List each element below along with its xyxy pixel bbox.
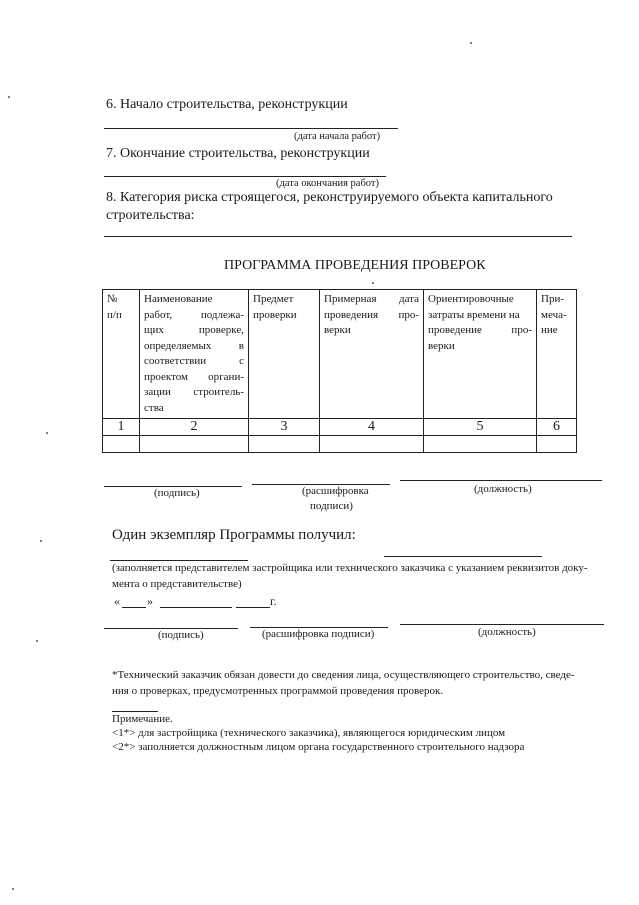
header-text: верки [428,339,455,352]
header-text: щих проверке, [144,324,244,336]
risk-category-line [104,236,572,237]
representative-note: (заполняется представителем застройщика или технического заказчика с указанием реквизитов доку- [112,562,588,574]
column-number: 6 [537,419,577,436]
received-line-left [110,560,248,561]
decoding-caption: (расшифровка [302,485,369,497]
header-text: проведения про- [324,308,419,321]
header-text: верки [324,324,351,336]
header-cell-works [140,290,249,419]
header-cell-number [103,290,140,419]
table-number-row [103,419,577,436]
date-year-line [236,607,270,608]
position-caption: (должность) [478,626,536,638]
note-1: <1*> для застройщика (технического заказчика), являющегося юридическим лицом [112,727,506,739]
received-line-right [384,556,542,557]
column-number: 3 [249,419,320,436]
header-text: № [107,293,118,305]
table-cell [103,436,140,453]
decoding-caption-cont: подписи) [310,500,353,512]
column-number: 2 [140,419,249,436]
header-text: определяемых в [144,339,244,352]
column-number: 4 [320,419,424,436]
decoding-caption: (расшифровка подписи) [262,628,375,640]
inspection-program-table [102,289,577,453]
start-date-caption: (дата начала работ) [294,131,381,142]
signature-caption: (подпись) [158,629,204,641]
date-open-quote: « [114,594,120,608]
header-text: Ориентировочные [428,293,514,305]
date-month-line [160,607,232,608]
scan-speck [46,432,48,434]
table-row [103,436,577,453]
start-date-line [104,128,398,129]
header-text: При- [541,293,564,305]
date-day-line [122,607,146,608]
note-2: <2*> заполняется должностным лицом органа государственного строительного надзора [112,741,525,753]
header-text: ства [144,401,164,414]
scan-speck [470,42,472,44]
program-title: ПРОГРАММА ПРОВЕДЕНИЯ ПРОВЕРОК [224,258,486,273]
header-text: работ, подлежа- [144,308,244,321]
header-cell-time [424,290,537,419]
table-header-row [103,290,577,419]
footnote-line1: *Технический заказчик обязан довести до сведения лица, осуществляющего строительство, сведе- [112,669,575,681]
header-text: проведение про- [428,324,532,336]
header-cell-subject [249,290,320,419]
table-cell [320,436,424,453]
signature-caption: (подпись) [154,487,200,499]
position-caption: (должность) [474,483,532,495]
section7-heading: 7. Окончание строительства, реконструкции [106,146,370,161]
header-text: меча- [541,308,567,321]
header-text: проверки [253,308,297,321]
date-close-quote: » [147,594,153,608]
table-cell [424,436,537,453]
header-text: ние [541,324,558,336]
scan-speck [40,540,42,542]
position-line [400,480,602,481]
date-year-suffix: г. [270,594,277,608]
scan-speck [36,640,38,642]
header-text: зации строитель- [144,386,244,398]
header-text: проектом органи- [144,370,244,383]
section8-heading: 8. Категория риска строящегося, реконструируемого объекта капитального [106,190,553,205]
scan-speck [372,282,374,284]
received-heading: Один экземпляр Программы получил: [112,527,356,543]
table-cell [249,436,320,453]
table-cell [140,436,249,453]
scan-speck [8,96,10,98]
header-text: Предмет [253,293,294,305]
header-text: Наименование [144,293,213,305]
notes-title: Примечание. [112,713,173,725]
header-text: п/п [107,308,122,321]
end-date-line [104,176,386,177]
position-line [400,624,604,625]
column-number: 1 [103,419,140,436]
table-cell [537,436,577,453]
column-number: 5 [424,419,537,436]
header-cell-date [320,290,424,419]
header-text: затраты времени на [428,308,520,321]
scan-speck [12,888,14,890]
footnote-line2: ния о проверках, предусмотренных программой проведения проверок. [112,685,444,697]
section8-heading-cont: строительства: [106,208,195,223]
notes-separator [112,711,158,712]
header-text: Примерная дата [324,293,419,305]
header-text: соответствии с [144,355,244,367]
section6-heading: 6. Начало строительства, реконструкции [106,97,348,112]
header-cell-note [537,290,577,419]
end-date-caption: (дата окончания работ) [276,178,380,189]
representative-note-cont: мента о представительстве) [112,578,242,590]
